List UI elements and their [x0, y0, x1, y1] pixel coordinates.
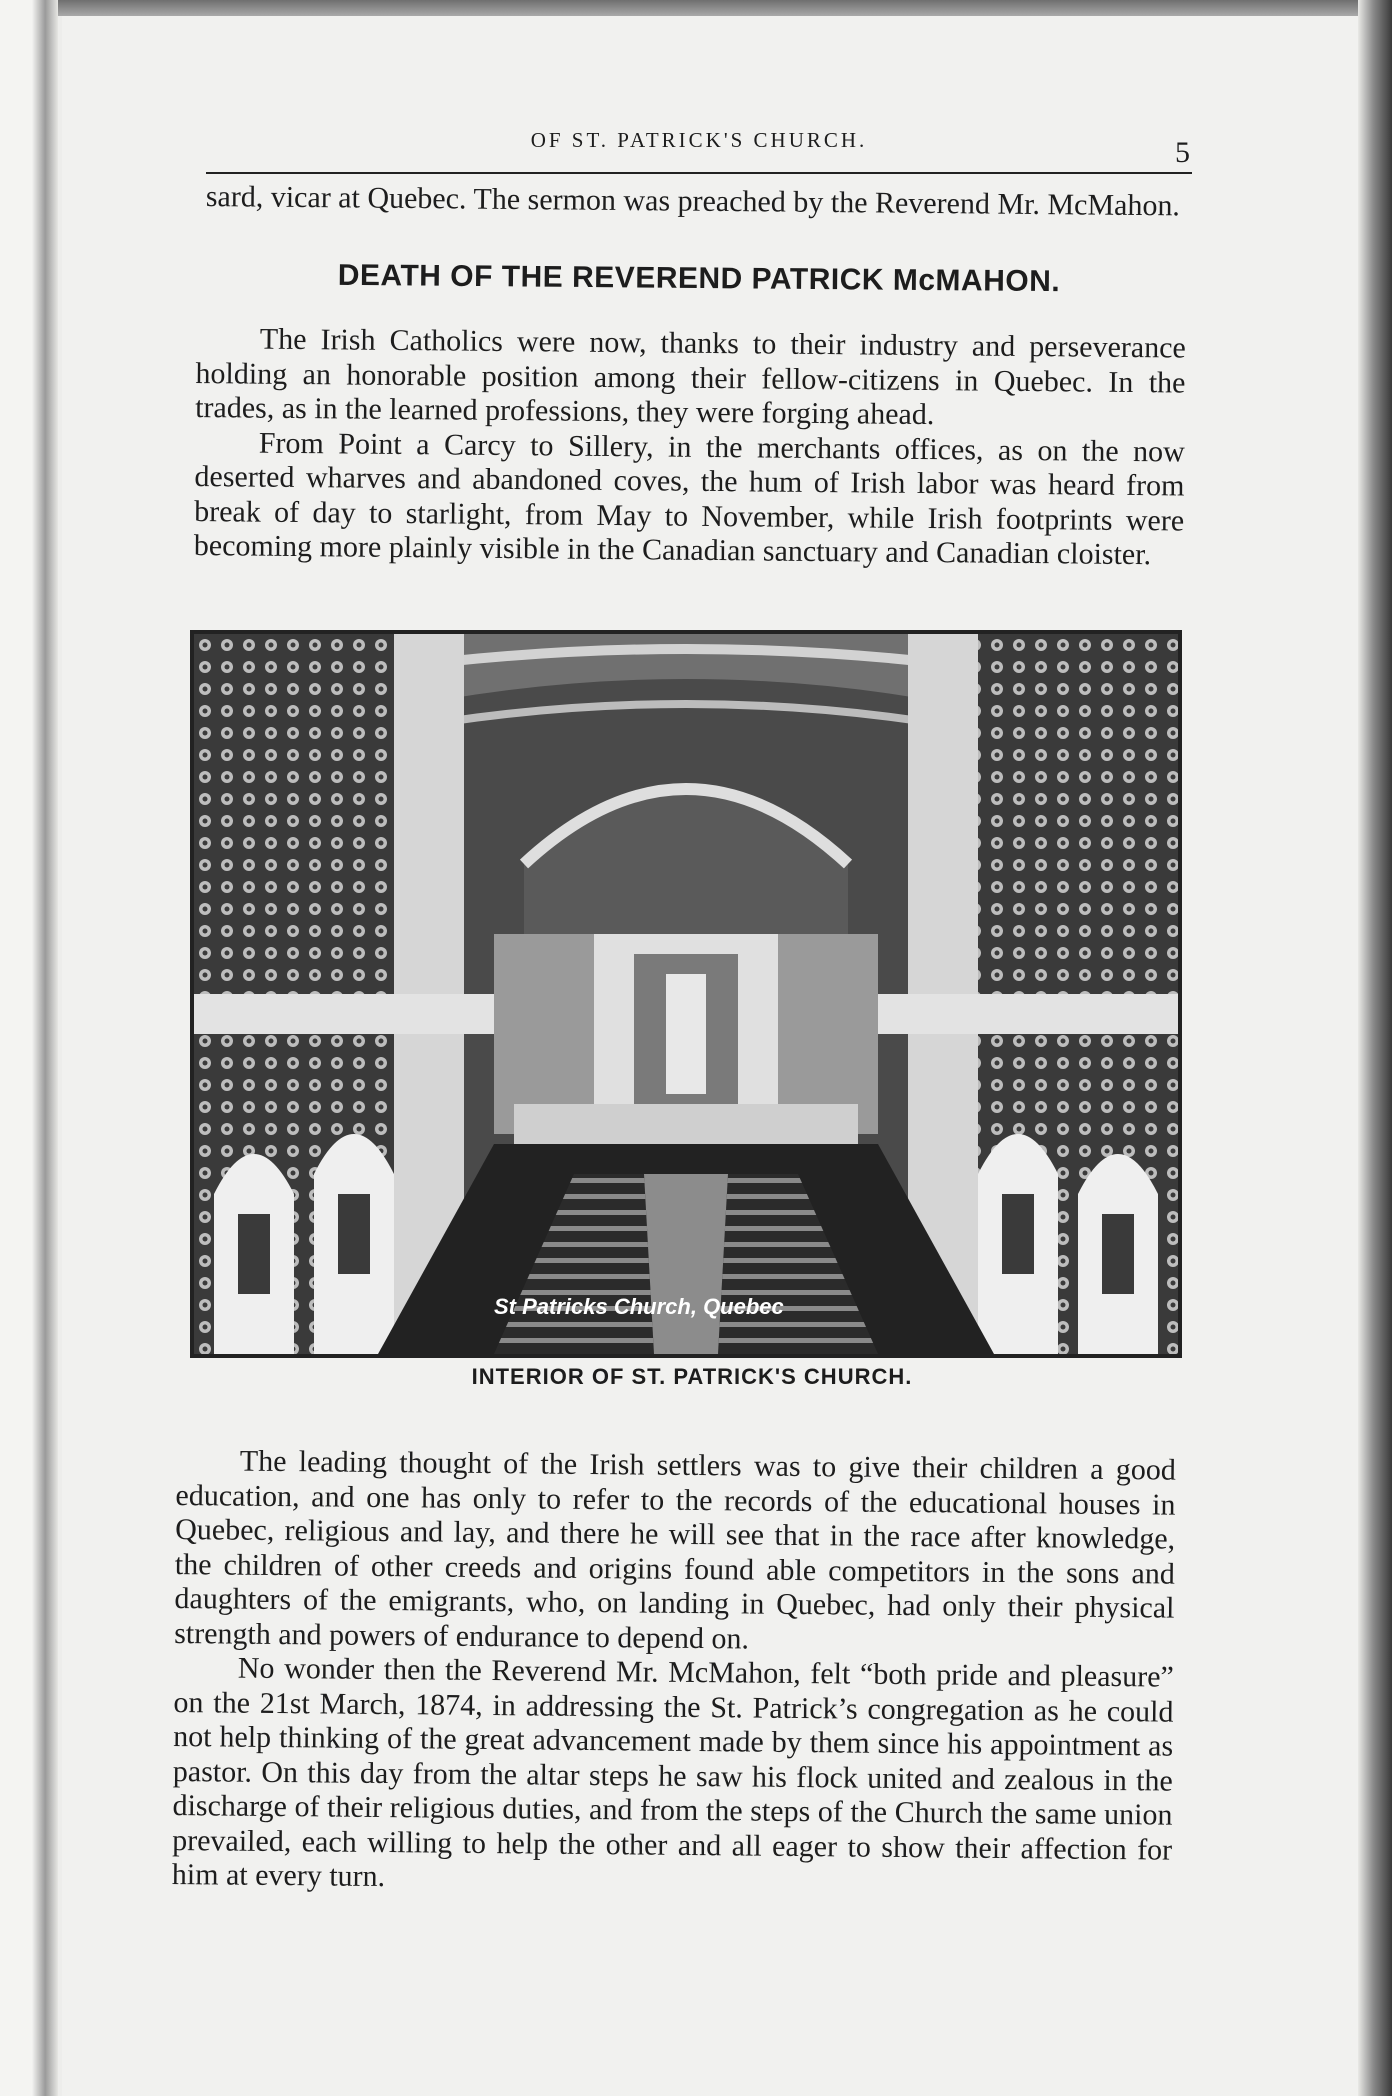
- body-paragraph-1: The leading thought of the Irish settlers was to give their children a good education, and one has only to refer to the records of the educational houses in Quebec, religious and lay, and there he will see that in the race after knowledge, the children of other creeds and origins found able competitors in the sons and daughters of the emigrants, who, on landing in Quebec, had only their physical strength and powers of endurance to depend on.: [174, 1444, 1176, 1656]
- photo-caption: INTERIOR OF ST. PATRICK'S CHURCH.: [471, 1364, 913, 1389]
- section-paragraphs: [194, 322, 1186, 573]
- photo-inset-label: St Patricks Church, Quebec: [494, 1294, 784, 1319]
- section-paragraph-2: From Point a Carcy to Sillery, in the merchants offices, as on the now deserted wharves and abandoned coves, the hum of Irish labor was heard from break of day to starlight, from May to November, while Irish footprints were becoming more plainly visible in the Canadian sanctuary and Canadian cloister.: [193, 426, 1185, 572]
- scan-top-edge: [0, 0, 1392, 16]
- body-paragraph-2: No wonder then the Reverend Mr. McMahon, felt “both pride and pleasure” on the 21st March, 1874, in addressing the St. Patrick’s congregation as he could not help thinking of the great advancement made by them since his appointment as pastor. On this day from the altar steps he saw his flock united and zealous in the discharge of their religious duties, and from the steps of the Church the same union prevailed, each willing to help the other and all eager to show their affection for him at every turn.: [171, 1651, 1174, 1894]
- section-heading: DEATH OF THE REVEREND PATRICK McMAHON.: [337, 258, 1061, 299]
- church-interior-photo: [190, 630, 1182, 1358]
- scan-right-edge: [1358, 0, 1392, 2096]
- body-paragraphs: [172, 1444, 1176, 1902]
- running-head: OF ST. PATRICK'S CHURCH.: [530, 128, 868, 152]
- section-paragraph-1: The Irish Catholics were now, thanks to their industry and perseverance holding an honorable position among their fellow-citizens in Quebec. In the trades, as in the learned professions, they were forging ahead.: [195, 322, 1186, 432]
- book-gutter: [0, 0, 58, 2096]
- page-number: 5: [1175, 136, 1190, 169]
- intro-text: sard, vicar at Quebec. The sermon was preached by the Reverend Mr. McMahon.: [205, 180, 1181, 223]
- church-interior-illustration: [194, 634, 1178, 1354]
- page-header: [206, 122, 1192, 174]
